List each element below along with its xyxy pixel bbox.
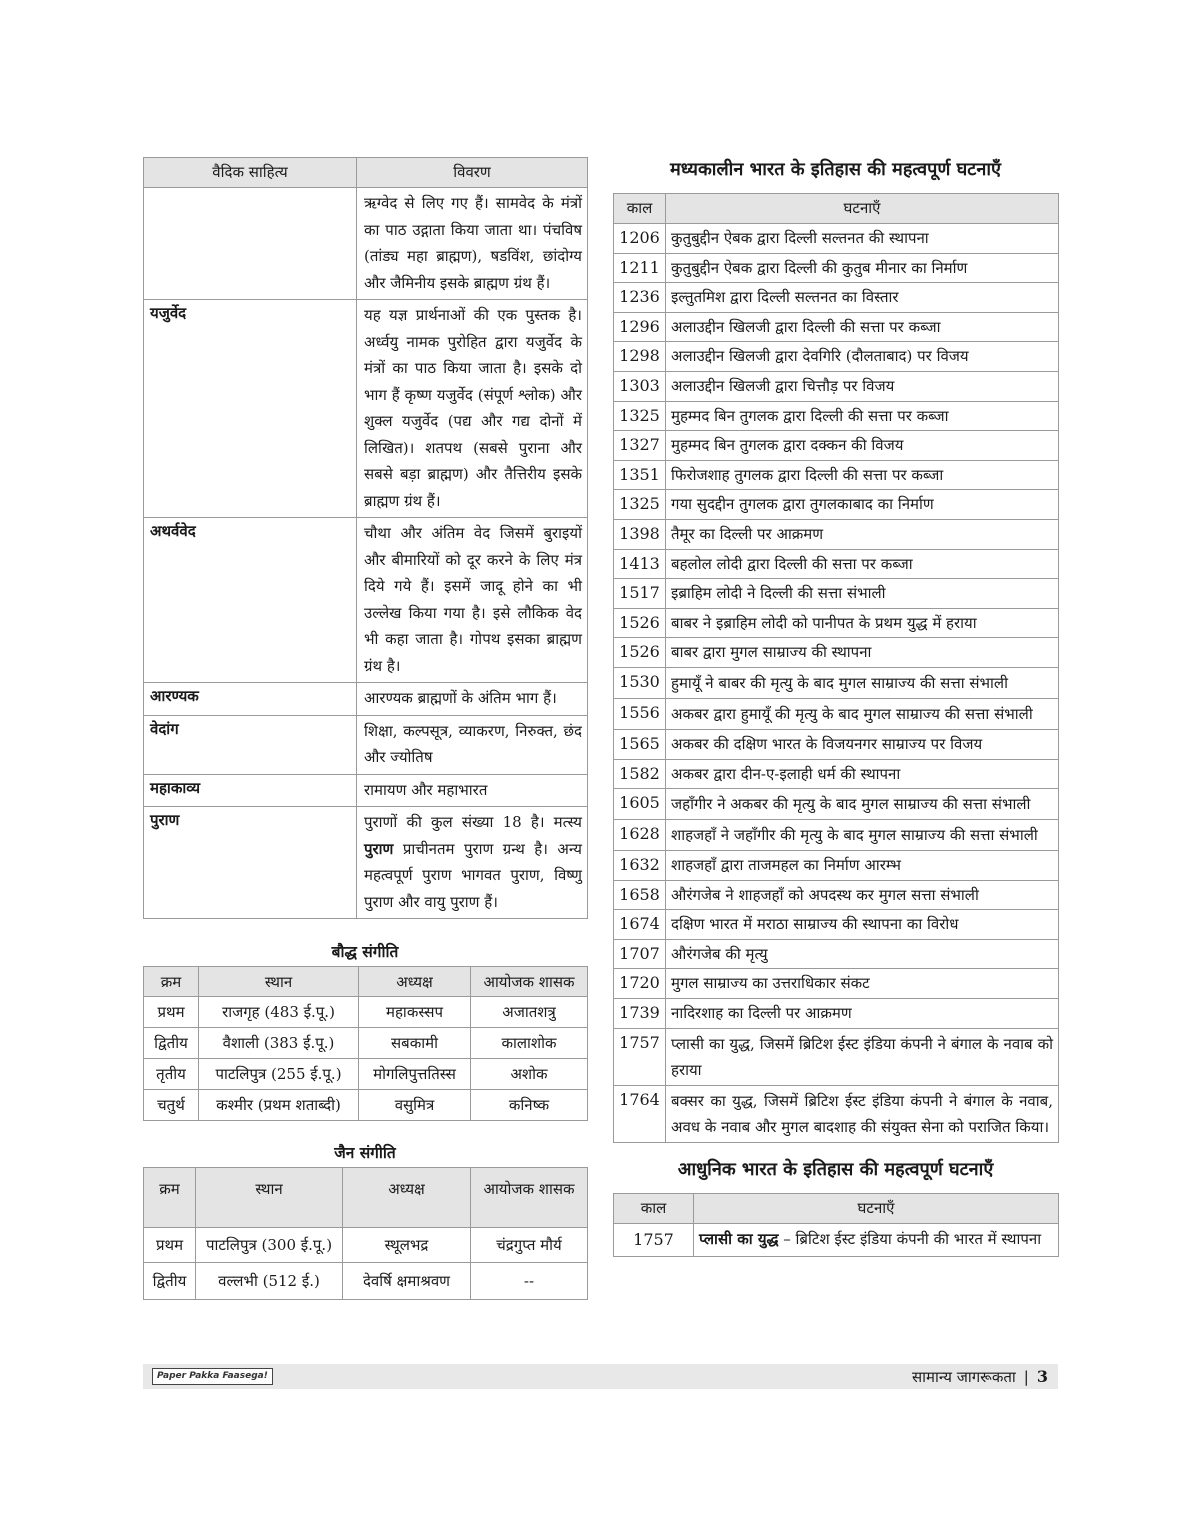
- event-cell: फिरोजशाह तुगलक द्वारा दिल्ली की सत्ता पर कब्जा: [666, 460, 1059, 490]
- ruler-cell: अजातशत्रु: [471, 997, 588, 1028]
- event-cell: बाबर ने इब्राहिम लोदी को पानीपत के प्रथम युद्ध में हराया: [666, 608, 1059, 638]
- event-cell: अकबर की दक्षिण भारत के विजयनगर साम्राज्य पर विजय: [666, 729, 1059, 759]
- ruler-cell: कनिष्क: [471, 1090, 588, 1121]
- event-cell: मुगल साम्राज्य का उत्तराधिकार संकट: [666, 969, 1059, 999]
- year-cell: 1413: [614, 549, 666, 579]
- ruler-cell: अशोक: [471, 1059, 588, 1090]
- column-header: क्रम: [144, 967, 199, 997]
- event-rest-part: – ब्रिटिश ईस्ट इंडिया कंपनी की भारत में स्थापना: [778, 1229, 1042, 1248]
- event-cell: औरंगजेब ने शाहजहाँ को अपदस्थ कर मुगल सत्ता संभाली: [666, 880, 1059, 910]
- table-row: [144, 774, 588, 807]
- event-cell: दक्षिण भारत में मराठा साम्राज्य की स्थापना का विरोध: [666, 910, 1059, 940]
- event-cell: हुमायूँ ने बाबर की मृत्यु के बाद मुगल साम्राज्य की सत्ता संभाली: [666, 667, 1059, 698]
- vedic-desc-cell: शिक्षा, कल्पसूत्र, व्याकरण, निरुक्त, छंद और ज्योतिष: [357, 715, 588, 774]
- year-cell: 1565: [614, 729, 666, 759]
- table-row: [614, 579, 1059, 609]
- event-cell: इब्राहिम लोदी ने दिल्ली की सत्ता संभाली: [666, 579, 1059, 609]
- year-cell: 1351: [614, 460, 666, 490]
- year-cell: 1764: [614, 1085, 666, 1142]
- year-cell: 1327: [614, 431, 666, 461]
- table-row: [144, 807, 588, 919]
- vedic-name-cell: महाकाव्य: [144, 774, 357, 807]
- year-cell: 1632: [614, 851, 666, 881]
- event-cell: इल्तुतमिश द्वारा दिल्ली सल्तनत का विस्तार: [666, 283, 1059, 313]
- medieval-history-title: मध्यकालीन भारत के इतिहास की महत्वपूर्ण घटनाएँ: [670, 159, 1001, 180]
- event-cell: प्लासी का युद्ध, जिसमें ब्रिटिश ईस्ट इंडिया कंपनी ने बंगाल के नवाब को हराया: [666, 1028, 1059, 1085]
- table-row: [614, 224, 1059, 254]
- modern-history-title: आधुनिक भारत के इतिहास की महत्वपूर्ण घटनाएँ: [677, 1158, 994, 1180]
- event-cell: गया सुदद्दीन तुगलक द्वारा तुगलकाबाद का निर्माण: [666, 490, 1059, 520]
- event-cell: नादिरशाह का दिल्ली पर आक्रमण: [666, 999, 1059, 1029]
- year-cell: 1236: [614, 283, 666, 313]
- table-row: [144, 300, 588, 518]
- right-column: [613, 155, 1058, 1257]
- event-bold-part: प्लासी का युद्ध: [699, 1229, 779, 1248]
- event-cell: जहाँगीर ने अकबर की मृत्यु के बाद मुगल साम्राज्य की सत्ता संभाली: [666, 789, 1059, 820]
- vedic-desc-cell: आरण्यक ब्राह्मणों के अंतिम भाग हैं।: [357, 683, 588, 716]
- table-row: [144, 997, 588, 1028]
- table-header-row: [144, 1168, 588, 1228]
- table-row: [614, 253, 1059, 283]
- vedic-name-cell: यजुर्वेद: [144, 300, 357, 518]
- event-cell: अकबर द्वारा दीन-ए-इलाही धर्म की स्थापना: [666, 759, 1059, 789]
- table-row: [144, 1059, 588, 1090]
- year-cell: 1582: [614, 759, 666, 789]
- column-header: काल: [614, 1193, 694, 1223]
- year-cell: 1303: [614, 371, 666, 401]
- president-cell: सबकामी: [359, 1028, 471, 1059]
- place-cell: पाटलिपुत्र (255 ई.पू.): [199, 1059, 359, 1090]
- table-row: [144, 1228, 588, 1263]
- table-row: [614, 939, 1059, 969]
- order-cell: प्रथम: [144, 997, 199, 1028]
- buddhist-council-title: बौद्ध संगीति: [331, 942, 399, 961]
- order-cell: द्वितीय: [144, 1263, 196, 1300]
- vedic-desc-cell: रामायण और महाभारत: [357, 774, 588, 807]
- table-row: [614, 549, 1059, 579]
- vedic-desc-cell: चौथा और अंतिम वेद जिसमें बुराइयों और बीमारियों को दूर करने के लिए मंत्र दिये गये हैं। इसमें जादू होने का भी उल्लेख किया गया है। इसे लौकिक वेद भी कहा जाता है। गोपथ इसका ब्राह्मण ग्रंथ है।: [357, 518, 588, 683]
- event-cell: बाबर द्वारा मुगल साम्राज्य की स्थापना: [666, 638, 1059, 668]
- year-cell: 1298: [614, 342, 666, 372]
- table-row: [614, 460, 1059, 490]
- table-row: [614, 1085, 1059, 1142]
- table-row: [144, 188, 588, 300]
- table-row: [614, 431, 1059, 461]
- place-cell: वैशाली (383 ई.पू.): [199, 1028, 359, 1059]
- publisher-logo: Paper Pakka Faasega!: [152, 1368, 273, 1385]
- year-cell: 1206: [614, 224, 666, 254]
- table-row: [614, 490, 1059, 520]
- year-cell: 1707: [614, 939, 666, 969]
- event-cell: मुहम्मद बिन तुगलक द्वारा दक्कन की विजय: [666, 431, 1059, 461]
- column-header: काल: [614, 194, 666, 224]
- page-footer: [143, 1364, 1058, 1389]
- table-row: [614, 698, 1059, 729]
- column-header: अध्यक्ष: [359, 967, 471, 997]
- president-cell: देवर्षि क्षमाश्रवण: [343, 1263, 471, 1300]
- vedic-name-cell: आरण्यक: [144, 683, 357, 716]
- event-cell: [694, 1223, 1059, 1256]
- order-cell: द्वितीय: [144, 1028, 199, 1059]
- table-header-row: [614, 1193, 1059, 1223]
- jain-council-title: जैन संगीति: [334, 1143, 396, 1162]
- event-cell: बक्सर का युद्ध, जिसमें ब्रिटिश ईस्ट इंडिया कंपनी ने बंगाल के नवाब, अवध के नवाब और मुगल बादशाह की संयुक्त सेना को पराजित किया।: [666, 1085, 1059, 1142]
- order-cell: प्रथम: [144, 1228, 196, 1263]
- column-header: घटनाएँ: [694, 1193, 1059, 1223]
- table-row: [614, 1223, 1059, 1256]
- vedic-desc-cell: ऋग्वेद से लिए गए हैं। सामवेद के मंत्रों का पाठ उद्गाता किया जाता था। पंचविष (तांड्य महा ब्राह्मण), षडविंश, छांदोग्य और जैमिनीय इसके ब्राह्मण ग्रंथ हैं।: [357, 188, 588, 300]
- table-header-row: [614, 194, 1059, 224]
- event-cell: औरंगजेब की मृत्यु: [666, 939, 1059, 969]
- table-row: [614, 969, 1059, 999]
- ruler-cell: चंद्रगुप्त मौर्य: [471, 1228, 588, 1263]
- event-cell: शाहजहाँ ने जहाँगीर की मृत्यु के बाद मुगल साम्राज्य की सत्ता संभाली: [666, 820, 1059, 851]
- table-row: [614, 638, 1059, 668]
- place-cell: पाटलिपुत्र (300 ई.पू.): [196, 1228, 343, 1263]
- buddhist-council-table: [143, 966, 588, 1121]
- year-cell: 1325: [614, 490, 666, 520]
- table-row: [144, 1263, 588, 1300]
- column-header: क्रम: [144, 1168, 196, 1228]
- year-cell: 1739: [614, 999, 666, 1029]
- table-header-row: [144, 158, 588, 188]
- event-cell: अकबर द्वारा हुमायूँ की मृत्यु के बाद मुगल साम्राज्य की सत्ता संभाली: [666, 698, 1059, 729]
- event-cell: कुतुबुद्दीन ऐबक द्वारा दिल्ली सल्तनत की स्थापना: [666, 224, 1059, 254]
- table-row: [614, 401, 1059, 431]
- year-cell: 1556: [614, 698, 666, 729]
- place-cell: कश्मीर (प्रथम शताब्दी): [199, 1090, 359, 1121]
- vedic-name-cell: अथर्ववेद: [144, 518, 357, 683]
- order-cell: चतुर्थ: [144, 1090, 199, 1121]
- table-row: [614, 283, 1059, 313]
- ruler-cell: --: [471, 1263, 588, 1300]
- jain-council-table: [143, 1167, 588, 1300]
- purana-desc-part: प्राचीनतम पुराण ग्रन्थ है। अन्य महत्वपूर्ण पुराण भागवत पुराण, विष्णु पुराण और वायु पुराण हैं।: [364, 839, 582, 911]
- event-cell: बहलोल लोदी द्वारा दिल्ली की सत्ता पर कब्जा: [666, 549, 1059, 579]
- table-row: [614, 312, 1059, 342]
- purana-desc-part: पुराणों की कुल संख्या 18 है। मत्स्य: [364, 813, 582, 831]
- table-row: [614, 759, 1059, 789]
- vedic-desc-cell: यह यज्ञ प्रार्थनाओं की एक पुस्तक है। अर्ध्वयु नामक पुरोहित द्वारा यजुर्वेद के मंत्रों का पाठ किया जाता है। इसके दो भाग हैं कृष्ण यजुर्वेद (संपूर्ण श्लोक) और शुक्ल यजुर्वेद (पद्य और गद्य दोनों में लिखित)। शतपथ (सबसे पुराना और सबसे बड़ा ब्राह्मण) और तैत्तिरीय इसके ब्राह्मण ग्रंथ हैं।: [357, 300, 588, 518]
- modern-events-table: [613, 1193, 1059, 1257]
- table-row: [614, 519, 1059, 549]
- event-cell: अलाउद्दीन खिलजी द्वारा चित्तौड़ पर विजय: [666, 371, 1059, 401]
- page-number: 3: [1036, 1367, 1048, 1386]
- year-cell: 1526: [614, 638, 666, 668]
- column-header: आयोजक शासक: [471, 967, 588, 997]
- column-header: अध्यक्ष: [343, 1168, 471, 1228]
- table-row: [614, 910, 1059, 940]
- purana-desc-bold: पुराण: [364, 839, 394, 858]
- year-cell: 1530: [614, 667, 666, 698]
- year-cell: 1628: [614, 820, 666, 851]
- year-cell: 1757: [614, 1223, 694, 1256]
- president-cell: स्थूलभद्र: [343, 1228, 471, 1263]
- year-cell: 1757: [614, 1028, 666, 1085]
- table-row: [614, 608, 1059, 638]
- table-row: [614, 1028, 1059, 1085]
- event-cell: शाहजहाँ द्वारा ताजमहल का निर्माण आरम्भ: [666, 851, 1059, 881]
- table-row: [614, 667, 1059, 698]
- table-row: [614, 371, 1059, 401]
- event-cell: तैमूर का दिल्ली पर आक्रमण: [666, 519, 1059, 549]
- column-header: विवरण: [357, 158, 588, 188]
- year-cell: 1526: [614, 608, 666, 638]
- vedic-name-cell: पुराण: [144, 807, 357, 919]
- event-cell: मुहम्मद बिन तुगलक द्वारा दिल्ली की सत्ता पर कब्जा: [666, 401, 1059, 431]
- column-header: आयोजक शासक: [471, 1168, 588, 1228]
- year-cell: 1674: [614, 910, 666, 940]
- ruler-cell: कालाशोक: [471, 1028, 588, 1059]
- year-cell: 1398: [614, 519, 666, 549]
- table-row: [614, 789, 1059, 820]
- table-row: [614, 820, 1059, 851]
- year-cell: 1720: [614, 969, 666, 999]
- table-row: [144, 1028, 588, 1059]
- table-row: [144, 1090, 588, 1121]
- table-row: [614, 342, 1059, 372]
- table-row: [614, 851, 1059, 881]
- column-header: स्थान: [199, 967, 359, 997]
- table-header-row: [144, 967, 588, 997]
- column-header: स्थान: [196, 1168, 343, 1228]
- place-cell: राजगृह (483 ई.पू.): [199, 997, 359, 1028]
- vedic-name-cell: [144, 188, 357, 300]
- footer-separator: |: [1023, 1368, 1029, 1386]
- table-row: [614, 880, 1059, 910]
- year-cell: 1605: [614, 789, 666, 820]
- subject-label: सामान्य जागरूकता: [911, 1368, 1016, 1386]
- table-row: [614, 999, 1059, 1029]
- footer-text: [912, 1364, 1048, 1390]
- order-cell: तृतीय: [144, 1059, 199, 1090]
- place-cell: वल्लभी (512 ई.): [196, 1263, 343, 1300]
- medieval-events-table: [613, 193, 1059, 1143]
- column-header: वैदिक साहित्य: [144, 158, 357, 188]
- year-cell: 1325: [614, 401, 666, 431]
- year-cell: 1296: [614, 312, 666, 342]
- medieval-events-body: [614, 224, 1059, 1143]
- table-row: [144, 715, 588, 774]
- year-cell: 1517: [614, 579, 666, 609]
- president-cell: मोगलिपुत्ततिस्स: [359, 1059, 471, 1090]
- vedic-desc-cell: [357, 807, 588, 919]
- president-cell: वसुमित्र: [359, 1090, 471, 1121]
- event-cell: अलाउद्दीन खिलजी द्वारा दिल्ली की सत्ता पर कब्जा: [666, 312, 1059, 342]
- table-row: [614, 729, 1059, 759]
- president-cell: महाकस्सप: [359, 997, 471, 1028]
- left-column: [143, 157, 587, 1300]
- vedic-name-cell: वेदांग: [144, 715, 357, 774]
- column-header: घटनाएँ: [666, 194, 1059, 224]
- event-cell: कुतुबुद्दीन ऐबक द्वारा दिल्ली की कुतुब मीनार का निर्माण: [666, 253, 1059, 283]
- vedic-literature-table: [143, 157, 588, 919]
- table-row: [144, 518, 588, 683]
- year-cell: 1211: [614, 253, 666, 283]
- table-row: [144, 683, 588, 716]
- year-cell: 1658: [614, 880, 666, 910]
- event-cell: अलाउद्दीन खिलजी द्वारा देवगिरि (दौलताबाद) पर विजय: [666, 342, 1059, 372]
